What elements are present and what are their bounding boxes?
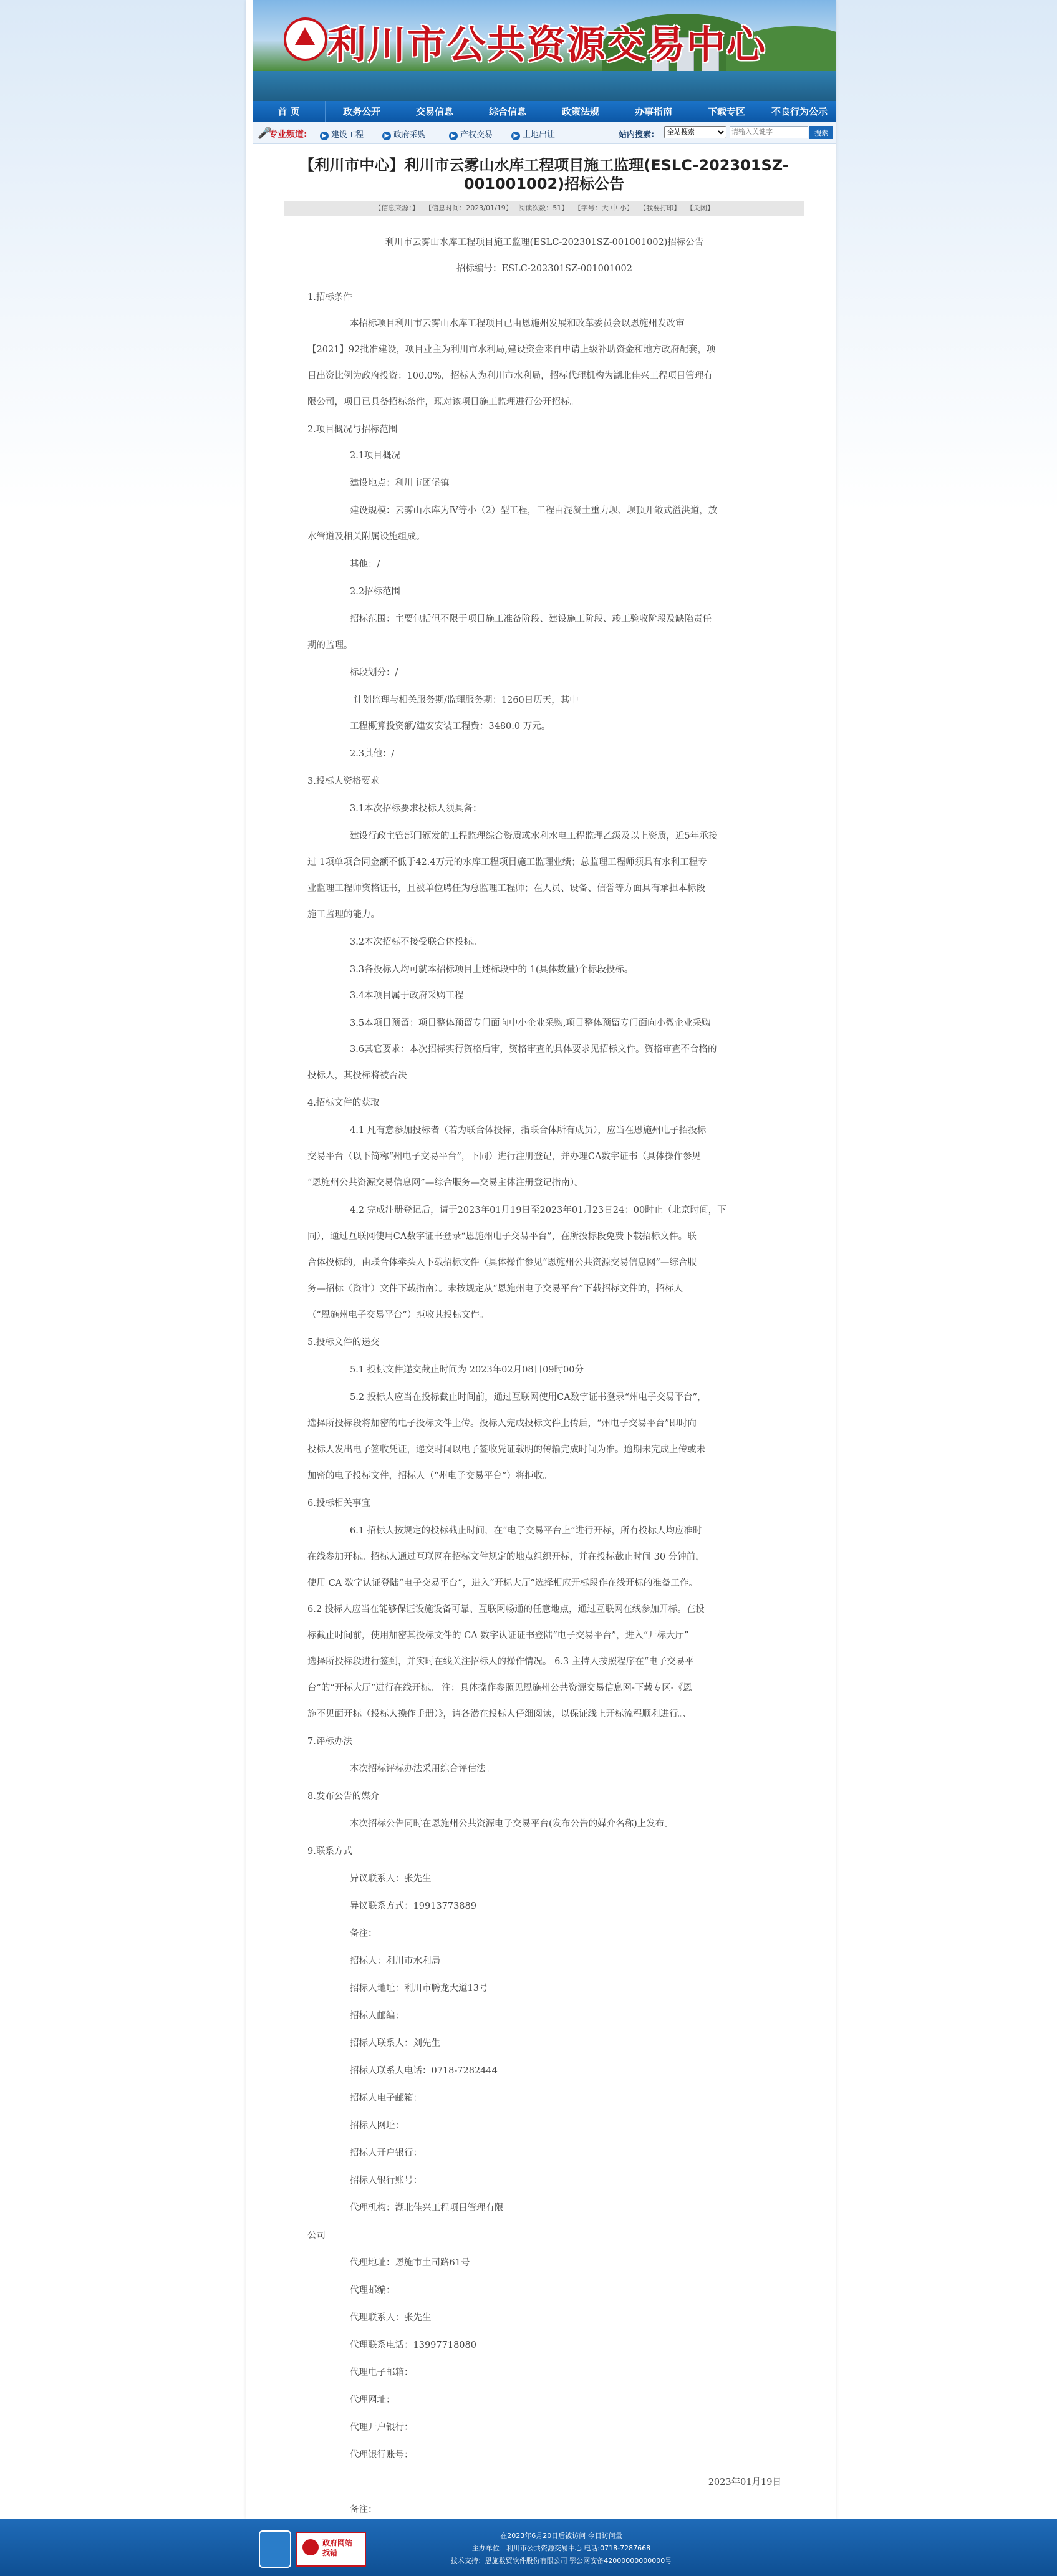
nav-bad-behavior[interactable]: 不良行为公示 <box>771 106 828 117</box>
paragraph: 5.2 投标人应当在投标截止时间前，通过互联网使用CA数字证书登录“州电子交易平台”， <box>350 1392 707 1402</box>
contact-line: 招标人联系人：刘先生 <box>350 2038 440 2048</box>
paragraph: 3.3各投标人均可就本招标项目上述标段中的 1(具体数量)个标段投标。 <box>350 965 634 975</box>
paragraph: 6.2 投标人应当在能够保证设施设备可靠、互联网畅通的任意地点，通过互联网在线参加开标。在投 <box>307 1604 705 1614</box>
paragraph: 业监理工程师资格证书，且被单位聘任为总监理工程师；在人员、设备、信誉等方面具有承担本标段 <box>307 884 705 894</box>
search-scope-select[interactable] <box>664 126 726 138</box>
doc-note: 备注： <box>350 2505 377 2515</box>
gov-site-badge-icon[interactable] <box>259 2530 291 2568</box>
doc-number: 招标编号：ESLC-202301SZ-001001002 <box>456 264 632 274</box>
channel-label: 专业频道: <box>269 130 307 140</box>
paragraph: 使用 CA 数字认证登陆“电子交易平台”，进入“开标大厅”选择相应开标段作在线开标的准备工作。 <box>307 1578 698 1588</box>
paragraph: 【2021】92批准建设，项目业主为利川市水利局,建设资金来自申请上级补助资金和地方政府配套，项 <box>307 345 716 355</box>
contact-line: 代理机构：湖北佳兴工程项目管理有限 <box>350 2203 504 2213</box>
channel-link-procurement[interactable]: ▶ 政府采购 <box>382 128 426 140</box>
paragraph: 其他：/ <box>350 559 380 569</box>
contact-line: 公司 <box>307 2231 326 2241</box>
search-label: 站内搜索: <box>619 130 655 140</box>
paragraph: 建设地点：利川市团堡镇 <box>350 478 450 488</box>
contact-line: 备注： <box>350 1929 377 1939</box>
paragraph: 在线参加开标。招标人通过互联网在招标文件规定的地点组织开标，并在投标截止时间 30 分钟前， <box>307 1552 705 1562</box>
site-logo-icon <box>284 17 327 61</box>
footer-host: 主办单位：利川市公共资源交易中心 电话:0718-7287668 <box>471 2544 651 2552</box>
section-heading: 6.投标相关事宜 <box>307 1498 370 1508</box>
contact-line: 招标人开户银行： <box>350 2148 422 2158</box>
paragraph: 4.2 完成注册登记后，请于2023年01月19日至2023年01月23日24：00时止（北京时间，下 <box>350 1205 726 1215</box>
paragraph: 合体投标的，由联合体牵头人下载招标文件（具体操作参见“恩施州公共资源交易信息网”—综合服 <box>307 1258 697 1268</box>
paragraph: 过 1项单项合同金额不低于42.4万元的水库工程项目施工监理业绩；总监理工程师须具有水利工程专 <box>307 857 707 867</box>
paragraph: 2.3其他：/ <box>350 749 395 759</box>
meta-close[interactable]: 【关闭】 <box>686 204 714 212</box>
article-meta <box>284 201 804 216</box>
contact-line: 代理地址：恩施市土司路61号 <box>350 2258 470 2268</box>
contact-line: 招标人联系人电话：0718-7282444 <box>350 2066 498 2076</box>
contact-line: 招标人电子邮箱： <box>350 2093 422 2103</box>
channel-link-property[interactable]: ▶ 产权交易 <box>449 128 493 140</box>
contact-line: 代理联系人：张先生 <box>350 2313 432 2323</box>
paragraph: 6.1 招标人按规定的投标截止时间，在“电子交易平台上”进行开标，所有投标人均应准时 <box>350 1526 702 1536</box>
footer-support: 技术支持：恩施数贸软件股份有限公司 鄂公网安备42000000000000号 <box>450 2557 672 2565</box>
nav-general-info[interactable]: 综合信息 <box>471 101 544 122</box>
contact-line: 代理联系电话：13997718080 <box>350 2340 476 2350</box>
arrow-icon: ▶ <box>320 132 329 140</box>
nav-trade-info[interactable]: 交易信息 <box>398 101 471 122</box>
arrow-icon: ▶ <box>511 132 520 140</box>
paragraph: 投标人发出电子签收凭证，递交时间以电子签收凭证载明的传输完成时间为准。逾期未完成上传或未 <box>307 1445 705 1455</box>
meta-font-size[interactable]: 【字号：大 中 小】 <box>574 204 634 212</box>
paragraph: 目出资比例为政府投资：100.0%，招标人为利川市水利局，招标代理机构为湖北佳兴工程项目管理有 <box>307 371 713 381</box>
paragraph: 选择所投标段将加密的电子投标文件上传。投标人完成投标文件上传后，“州电子交易平台”即时向 <box>307 1419 697 1429</box>
paragraph: 同），通过互联网使用CA数字证书登录“恩施州电子交易平台”，在所投标段免费下载招标文件。联 <box>307 1232 697 1242</box>
nav-download[interactable]: 下载专区 <box>690 101 763 122</box>
section-heading: 2.项目概况与招标范围 <box>307 425 398 435</box>
nav-policy[interactable]: 政策法规 <box>544 101 617 122</box>
section-heading: 8.发布公告的媒介 <box>307 1792 380 1802</box>
subheading: 2.1项目概况 <box>350 451 401 461</box>
contact-line: 招标人邮编： <box>350 2011 404 2021</box>
meta-source: 【信息来源：】 <box>374 204 419 212</box>
paragraph: 投标人，其投标将被否决 <box>307 1071 407 1081</box>
nav-home[interactable]: 首 页 <box>253 101 326 122</box>
paragraph: 5.1 投标文件递交截止时间为 2023年02月08日09时00分 <box>350 1365 584 1375</box>
microphone-icon: 🎤 <box>258 127 272 140</box>
error-report-badge[interactable]: 政府网站 找错 <box>296 2532 366 2567</box>
paragraph: 本招标项目利川市云雾山水库工程项目已由恩施州发展和改革委员会以恩施州发改审 <box>350 319 685 329</box>
meta-views: 阅读次数：51】 <box>518 204 569 212</box>
emblem-icon <box>302 2539 319 2555</box>
channel-bar <box>253 122 836 144</box>
contact-line: 代理电子邮箱： <box>350 2368 413 2378</box>
paragraph: 建设行政主管部门颁发的工程监理综合资质或水利水电工程监理乙级及以上资质，近5年承接 <box>350 831 718 841</box>
contact-line: 代理银行账号： <box>350 2450 413 2460</box>
arrow-icon: ▶ <box>449 132 458 140</box>
contact-line: 招标人银行账号： <box>350 2176 422 2186</box>
paragraph: 施工监理的能力。 <box>307 910 380 920</box>
paragraph: 计划监理与相关服务期/监理服务期：1260日历天，其中 <box>354 695 579 705</box>
site-title: 利川市公共资源交易中心 <box>327 22 767 67</box>
paragraph: 施不见面开标（投标人操作手册）》，请各潜在投标人仔细阅读，以保证线上开标流程顺利进行。、 <box>307 1709 692 1719</box>
arrow-icon: ▶ <box>382 132 391 140</box>
section-heading: 3.投标人资格要求 <box>307 776 380 786</box>
paragraph: 加密的电子投标文件，招标人（“州电子交易平台”）将拒收。 <box>307 1471 552 1481</box>
paragraph: 标段划分：/ <box>350 668 398 678</box>
paragraph: 台”的“开标大厅”进行在线开标。 注：具体操作参照见恩施州公共资源交易信息网-下载专区-《恩 <box>307 1683 692 1693</box>
site-banner <box>253 0 836 101</box>
section-heading: 7.评标办法 <box>307 1737 352 1747</box>
paragraph: 水管道及相关附属设施组成。 <box>307 532 425 542</box>
subheading: 2.2招标范围 <box>350 587 401 597</box>
contact-line: 异议联系人：张先生 <box>350 1874 432 1884</box>
paragraph: 工程概算投资额/建安安装工程费：3480.0 万元。 <box>350 721 551 731</box>
site-footer <box>0 2519 1057 2576</box>
paragraph: 本次招标公告同时在恩施州公共资源电子交易平台(发布公告的媒介名称)上发布。 <box>350 1819 673 1829</box>
contact-line: 招标人：利川市水利局 <box>350 1956 440 1966</box>
meta-time: 【信息时间：2023/01/19】 <box>425 204 513 212</box>
contact-line: 异议联系方式：19913773889 <box>350 1901 476 1911</box>
paragraph: 3.4本项目属于政府采购工程 <box>350 991 464 1001</box>
channel-link-land[interactable]: ▶ 土地出让 <box>511 128 555 140</box>
banner-lake <box>253 71 836 101</box>
contact-line: 代理邮编： <box>350 2285 395 2295</box>
paragraph: 限公司，项目已具备招标条件，现对该项目施工监理进行公开招标。 <box>307 397 579 407</box>
section-heading: 4.招标文件的获取 <box>307 1098 380 1108</box>
meta-print[interactable]: 【我要打印】 <box>639 204 681 212</box>
section-heading: 1.招标条件 <box>307 292 352 302</box>
paragraph: “恩施州公共资源交易信息网”—综合服务—交易主体注册登记指南）。 <box>307 1178 584 1188</box>
section-heading: 5.投标文件的递交 <box>307 1338 380 1348</box>
paragraph: 招标范围：主要包括但不限于项目施工准备阶段、建设施工阶段、竣工验收阶段及缺陷责任 <box>350 614 712 624</box>
main-nav <box>253 101 836 122</box>
contact-line: 招标人网址： <box>350 2121 404 2131</box>
subheading: 3.1本次招标要求投标人须具备： <box>350 804 482 814</box>
nav-guide[interactable]: 办事指南 <box>617 101 690 122</box>
doc-date: 2023年01月19日 <box>708 2477 781 2487</box>
contact-line: 招标人地址：利川市腾龙大道13号 <box>350 1984 488 1994</box>
contact-line: 代理网址： <box>350 2395 395 2405</box>
paragraph: 3.6其它要求：本次招标实行资格后审，资格审查的具体要求见招标文件。资格审查不合格的 <box>350 1044 717 1054</box>
paragraph: 务—招标（资审）文件下载指南）。未按规定从“恩施州电子交易平台”下载招标文件的，招标人 <box>307 1284 683 1294</box>
paragraph: 期的监理。 <box>307 640 353 650</box>
footer-visits: 在2023年6月20日后被访问 今日访问量 <box>500 2532 622 2540</box>
paragraph: 3.2本次招标不接受联合体投标。 <box>350 937 482 947</box>
contact-line: 代理开户银行： <box>350 2423 413 2433</box>
paragraph: 选择所投标段进行签到，并实时在线关注招标人的操作情况。 6.3 主持人按照程序在“电子交易平 <box>307 1657 694 1667</box>
paragraph: 建设规模：云雾山水库为Ⅳ等小（2）型工程，工程由混凝土重力坝、坝顶开敞式溢洪道，放 <box>350 506 718 516</box>
search-input[interactable] <box>730 126 808 138</box>
nav-gov-affairs[interactable]: 政务公开 <box>326 101 398 122</box>
paragraph: 本次招标评标办法采用综合评估法。 <box>350 1764 495 1774</box>
paragraph: （“恩施州电子交易平台”）拒收其投标文件。 <box>307 1310 489 1320</box>
channel-link-construction[interactable]: ▶ 建设工程 <box>320 128 364 140</box>
paragraph: 标截止时间前，使用加密其投标文件的 CA 数字认证证书登陆“电子交易平台”，进入“开标大厅” <box>307 1631 689 1641</box>
paragraph: 3.5本项目预留：项目整体预留专门面向中小企业采购,项目整体预留专门面向小微企业采购 <box>350 1018 711 1028</box>
search-button[interactable]: 搜索 <box>809 126 833 139</box>
paragraph: 交易平台（以下简称“州电子交易平台”，下同）进行注册登记，并办理CA数字证书（具体操作参见 <box>307 1152 701 1162</box>
doc-heading: 利川市云雾山水库工程项目施工监理(ESLC-202301SZ-001001002)招标公告 <box>385 238 704 248</box>
paragraph: 4.1 凡有意参加投标者（若为联合体投标，指联合体所有成员），应当在恩施州电子招投标 <box>350 1126 707 1136</box>
section-heading: 9.联系方式 <box>307 1846 352 1856</box>
page-title: 【利川市中心】利川市云雾山水库工程项目施工监理(ESLC-202301SZ- 001001002)招标公告 <box>299 157 789 193</box>
